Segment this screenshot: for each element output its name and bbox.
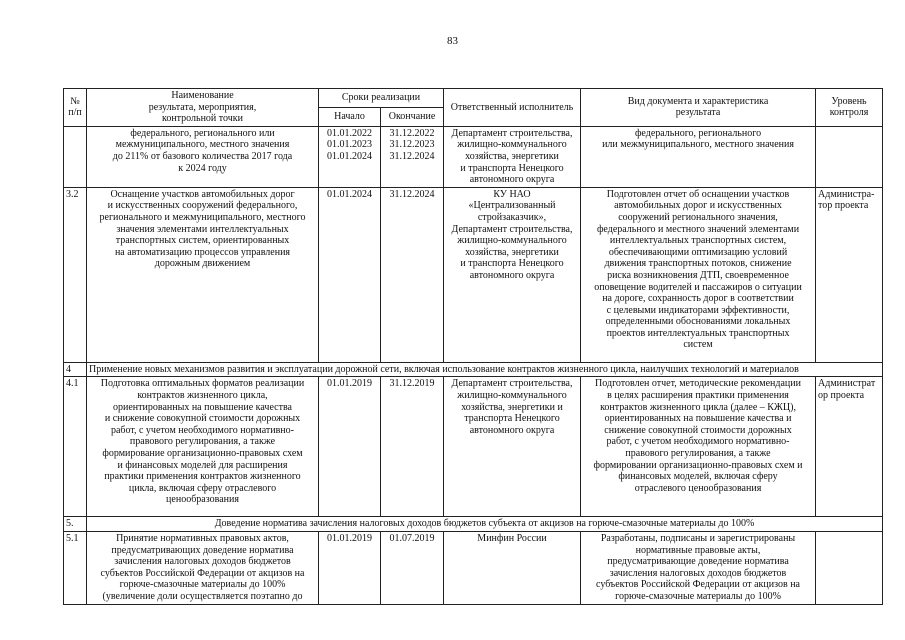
text-line: хозяйства, энергетики [465,246,559,258]
text-line: Департамент строительства, [451,223,573,235]
text-line: Разработаны, подписаны и зарегистрированы [600,532,796,544]
section-row [64,517,883,532]
text-line: на дороге, сохранность дорог в соответствии [602,293,794,305]
row-number: 3.2 [64,187,87,362]
row-executor [444,187,581,362]
text-line: автономного округа [469,269,555,281]
text-line: с целевыми индикаторами эффективности, [606,304,790,316]
text-line: определенными обоснованиями локальных [605,316,791,328]
text-line: хозяйства, энергетики [465,150,559,162]
section-number: 4 [64,362,87,377]
row-level [816,126,883,187]
text-line: движения транспортных потоков, снижение [604,258,792,270]
row-document [581,187,816,362]
text-line: и транспорта Ненецкого [460,162,564,174]
row-start [319,377,381,517]
row-executor [444,126,581,187]
text-line: субъектов Российской Федерации от акцизов на [596,579,800,591]
text-line: п/п [68,107,82,119]
text-line: 31.12.2022 [389,127,435,139]
text-line: нормативные правовые акты, [635,544,761,556]
text-line: 01.01.2019 [327,532,372,544]
text-line: финансовых моделей, включая сферу [618,471,778,483]
table-row [64,187,883,362]
header-name [87,89,319,127]
text-line: контрактов жизненного цикла (далее – КЖЦ), [600,401,796,413]
section-title: Применение новых механизмов развития и эксплуатации дорожной сети, включая использование контрактов жизненного цикла, наилучших технологий и материалов [87,362,883,377]
text-line: Администрат [818,378,876,390]
row-end [381,187,444,362]
header-level [816,89,883,127]
text-line: до 211% от базового количества 2017 года [112,150,293,162]
text-line: 01.07.2019 [389,532,435,544]
header-end: Окончание [381,107,444,126]
row-start [319,126,381,187]
row-level [816,187,883,362]
row-document [581,377,816,517]
text-line: Уровень [831,95,867,107]
text-line: зачисления налоговых доходов бюджетов [609,567,787,579]
text-line: цикла, включая сферу отраслевого [128,482,277,494]
row-executor [444,377,581,517]
text-line: 31.12.2024 [389,150,435,162]
text-line: контроля [829,107,869,119]
text-line: предусматривающие доведение норматива [607,556,789,568]
text-line: Наименование [171,90,234,101]
header-number [64,89,87,127]
text-line: тор проекта [818,200,869,212]
text-line: транспорта Ненецкого [464,413,560,425]
text-line: Подготовка оптимальных форматов реализации [100,378,305,390]
row-start [319,187,381,362]
text-line: или межмуниципального, местного значения [602,139,794,151]
text-line: транспортных систем, ориентированных [115,235,290,247]
text-line: на автоматизацию процессов управления [114,246,291,258]
text-line: обеспечивающими оптимизацию условий [608,246,788,258]
text-line: КУ НАО [493,188,531,200]
text-line: ориентированных на повышение качества и [604,413,792,425]
table-row [64,126,883,187]
text-line: зачисления налоговых доходов бюджетов [114,556,291,568]
text-line: к 2024 году [178,162,227,174]
text-line: результата [675,107,721,119]
text-line: стройзаказчик», [477,211,547,223]
row-document [581,126,816,187]
text-line: предусматривающих доведение норматива [111,544,294,556]
text-line: субъектов Российской Федерации от акцизов на [100,567,305,579]
text-line: автономного округа [469,174,555,186]
text-line: горюче-смазочные материалы до 100% [615,590,781,602]
text-line: систем [683,339,713,351]
row-number [64,126,87,187]
text-line: № [70,95,80,107]
text-line: Минфин России [477,532,547,544]
header-terms: Сроки реализации [319,89,444,108]
row-number: 4.1 [64,377,87,517]
text-line: регионального и межмуниципального, местного [99,211,306,223]
row-level [816,377,883,517]
text-line: и финансовых моделей для расширения [117,459,288,471]
text-line: Администра- [818,188,875,200]
text-line: интеллектуальных транспортных систем, [609,235,787,247]
text-line: федерального, регионального или [130,127,275,139]
header-start: Начало [319,107,381,126]
text-line: контрактов жизненного цикла, [137,389,268,401]
row-document [581,531,816,604]
text-line: правового регулирования, а также [129,436,276,448]
table-row [64,531,883,604]
project-plan-table [63,88,883,605]
text-line: проектов интеллектуальных транспортных [606,327,790,339]
text-line: 01.01.2023 [327,139,372,151]
text-line: хозяйства, энергетики и [461,401,563,413]
text-line: сооружений регионального значения, [618,211,778,223]
text-line: 31.12.2019 [389,378,435,390]
text-line: жилищно-коммунального [457,235,567,247]
row-end [381,531,444,604]
text-line: и искусственных сооружений федерального, [107,200,298,212]
row-end [381,377,444,517]
text-line: Принятие нормативных правовых актов, [116,532,289,544]
text-line: в целях расширения практики применения [607,389,789,401]
page-number: 83 [447,35,458,47]
row-name [87,187,319,362]
text-line: отраслевого ценообразования [634,482,762,494]
text-line: контрольной точки [161,113,244,125]
row-start [319,531,381,604]
section-row [64,362,883,377]
row-end [381,126,444,187]
row-name [87,126,319,187]
text-line: оповещение водителей и пассажиров о ситуации [594,281,802,293]
text-line: Подготовлен отчет, методические рекомендации [595,378,801,390]
text-line: «Централизованный [468,200,556,212]
text-line: межмуниципального, местного значения [115,139,290,151]
text-line: (увеличение доли осуществляется поэтапно до [102,590,303,602]
text-line: формировании организационно-правовых схем и [593,459,803,471]
text-line: правового регулирования, а также [625,447,771,459]
section-number: 5. [64,517,87,532]
text-line: автономного округа [469,424,555,436]
text-line: жилищно-коммунального [457,389,567,401]
row-name [87,531,319,604]
text-line: 01.01.2024 [327,188,372,200]
header-executor: Ответственный исполнитель [444,89,581,127]
text-line: 31.12.2024 [389,188,435,200]
text-line: Подготовлен отчет об оснащении участков [606,188,790,200]
text-line: работ, с учетом необходимого нормативно- [110,424,294,436]
text-line: горюче-смазочные материалы до 100% [119,579,286,591]
text-line: Департамент строительства, [451,378,573,390]
text-line: ор проекта [818,389,865,401]
text-line: значения элементами интеллектуальных [116,223,289,235]
text-line: риска возникновения ДТП, своевременное [607,269,789,281]
header-document [581,89,816,127]
text-line: результата, мероприятия, [148,101,257,113]
text-line: снижение совокупной стоимости дорожных [604,424,792,436]
text-line: практики применения контрактов жизненного [104,471,301,483]
text-line: ориентированных на повышение качества [113,401,292,413]
row-name [87,377,319,517]
text-line: 01.01.2024 [327,150,372,162]
row-level [816,531,883,604]
table-row [64,377,883,517]
row-number: 5.1 [64,531,87,604]
text-line: и транспорта Ненецкого [460,258,564,270]
section-title: Доведение норматива зачисления налоговых доходов бюджетов субъекта от акцизов на горюче-смазочные материалы до 100% [87,517,883,532]
text-line: Департамент строительства, [451,127,573,139]
text-line: работ, с учетом необходимого нормативно- [606,436,790,448]
text-line: жилищно-коммунального [457,139,567,151]
text-line: 01.01.2022 [327,127,372,139]
text-line: 31.12.2023 [389,139,435,151]
text-line: и снижение совокупной стоимости дорожных [104,413,301,425]
text-line: 01.01.2019 [327,378,372,390]
text-line: формирование организационно-правовых схем [102,447,303,459]
text-line: Оснащение участков автомобильных дорог [110,188,295,200]
text-line: Вид документа и характеристика [627,95,769,107]
text-line: дорожным движением [154,258,251,270]
text-line: федерального и местного значений элементами [596,223,800,235]
text-line: ценообразования [166,494,239,506]
text-line: федерального, регионального [634,127,762,139]
row-executor [444,531,581,604]
text-line: автомобильных дорог и искусственных [614,200,782,212]
